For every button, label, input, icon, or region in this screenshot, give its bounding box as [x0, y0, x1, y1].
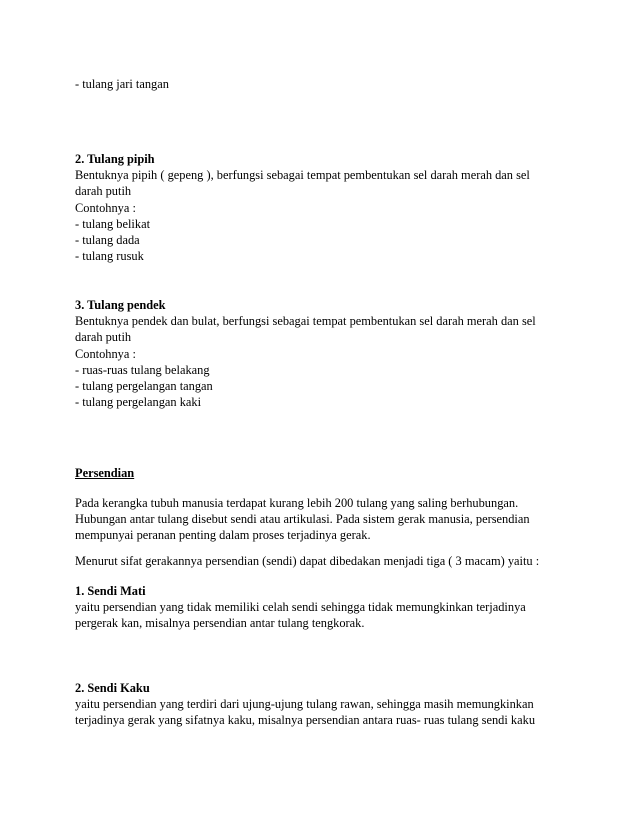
intro-list — [75, 76, 555, 92]
list-item: - tulang pergelangan tangan — [75, 379, 213, 394]
paragraph-line: Bentuknya pipih ( gepeng ), berfungsi sebagai tempat pembentukan sel darah merah dan sel — [75, 168, 530, 183]
section-tulang-pendek — [75, 297, 555, 410]
examples-label: Contohnya : — [75, 346, 136, 361]
persendian-paragraph-2 — [75, 553, 555, 569]
section-heading: 3. Tulang pendek — [75, 298, 166, 312]
list-item: - tulang pergelangan kaki — [75, 395, 202, 410]
paragraph-line: Hubungan antar tulang disebut sendi atau artikulasi. Pada sistem gerak manusia, persendian — [75, 512, 530, 527]
section-heading: 1. Sendi Mati — [75, 584, 146, 598]
section-persendian-heading — [75, 465, 555, 481]
section-tulang-pipih — [75, 151, 555, 264]
paragraph-line: mempunyai peranan penting dalam proses terjadinya gerak. — [75, 528, 371, 543]
paragraph-line: Menurut sifat gerakannya persendian (sendi) dapat dibedakan menjadi tiga ( 3 macam) yaitu : — [75, 554, 540, 568]
list-item: - tulang jari tangan — [75, 77, 169, 91]
paragraph-line: Pada kerangka tubuh manusia terdapat kurang lebih 200 tulang yang saling berhubungan. — [75, 496, 519, 510]
persendian-paragraph-1 — [75, 495, 555, 544]
paragraph-line: darah putih — [75, 184, 132, 199]
paragraph-line: Bentuknya pendek dan bulat, berfungsi sebagai tempat pembentukan sel darah merah dan sel — [75, 314, 536, 329]
section-heading: Persendian — [75, 466, 135, 480]
section-sendi-mati — [75, 583, 555, 632]
list-item: - tulang rusuk — [75, 249, 144, 264]
section-sendi-kaku — [75, 680, 555, 729]
examples-label: Contohnya : — [75, 200, 136, 215]
paragraph-line: yaitu persendian yang tidak memiliki celah sendi sehingga tidak memungkinkan terjadinya — [75, 600, 526, 615]
section-heading: 2. Tulang pipih — [75, 152, 155, 166]
paragraph-line: darah putih — [75, 330, 132, 345]
paragraph-line: terjadinya gerak yang sifatnya kaku, misalnya persendian antara ruas- ruas tulang sendi kaku — [75, 713, 536, 728]
list-item: - ruas-ruas tulang belakang — [75, 362, 210, 377]
list-item: - tulang belikat — [75, 216, 151, 231]
paragraph-line: pergerak kan, misalnya persendian antar tulang tengkorak. — [75, 616, 365, 631]
section-heading: 2. Sendi Kaku — [75, 681, 150, 695]
list-item: - tulang dada — [75, 233, 140, 248]
paragraph-line: yaitu persendian yang terdiri dari ujung-ujung tulang rawan, sehingga masih memungkinkan — [75, 697, 534, 712]
